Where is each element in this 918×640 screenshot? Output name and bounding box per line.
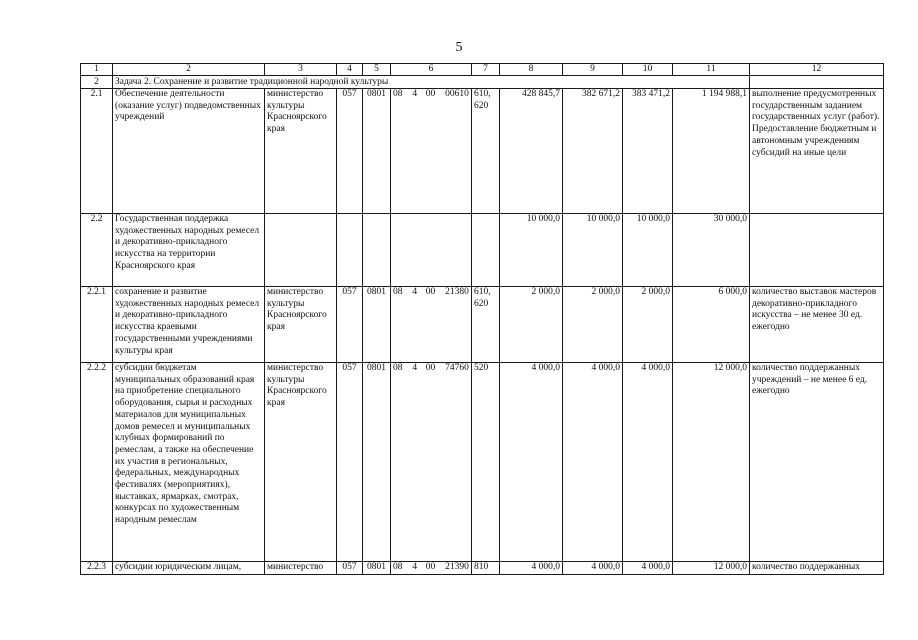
expected-result: количество поддержанных <box>750 562 884 575</box>
row-number: 2.2 <box>81 214 113 287</box>
code-part: 21390 <box>445 562 469 572</box>
code-expense-type: 610, 620 <box>472 287 500 363</box>
code-part: 4 <box>412 287 418 297</box>
column-header: 4 <box>337 64 363 76</box>
expected-result: количество выставок мастеров декоративно-прикладного искусства – не менее 30 ед. ежегодно <box>750 287 884 363</box>
code-part: 74760 <box>445 363 469 373</box>
amount-year2: 10 000,0 <box>563 214 623 287</box>
table-row <box>81 287 884 363</box>
amount-year2: 4 000,0 <box>563 562 623 575</box>
amount-year3: 10 000,0 <box>623 214 673 287</box>
page-number: 5 <box>455 40 463 55</box>
column-header: 2 <box>113 64 265 76</box>
task-title: Задача 2. Сохранение и развитие традиционной народной культуры <box>113 76 750 89</box>
amount-year2: 2 000,0 <box>563 287 623 363</box>
amount-total: 12 000,0 <box>673 363 750 562</box>
amount-year1: 2 000,0 <box>500 287 563 363</box>
row-number: 2.1 <box>81 89 113 214</box>
column-header: 9 <box>563 64 623 76</box>
column-header: 11 <box>673 64 750 76</box>
column-header: 8 <box>500 64 563 76</box>
code-target <box>391 214 472 287</box>
amount-year1: 4 000,0 <box>500 562 563 575</box>
code-part: 00 <box>425 287 436 297</box>
code-target <box>391 363 472 562</box>
table-row <box>81 89 884 214</box>
column-header: 6 <box>391 64 472 76</box>
code-part: 08 <box>393 89 403 99</box>
amount-year3: 4 000,0 <box>623 562 673 575</box>
code-expense-type: 520 <box>472 363 500 562</box>
administrator <box>265 214 337 287</box>
amount-year1: 4 000,0 <box>500 363 563 562</box>
amount-year1: 10 000,0 <box>500 214 563 287</box>
code-section: 0801 <box>363 287 391 363</box>
column-header: 5 <box>363 64 391 76</box>
column-header: 10 <box>623 64 673 76</box>
activity-name: Обеспечение деятельности (оказание услуг) подведомственных учреждений <box>113 89 265 214</box>
code-target <box>391 287 472 363</box>
code-section <box>363 214 391 287</box>
code-ministry <box>337 214 363 287</box>
task-row <box>81 76 884 89</box>
code-part: 00610 <box>445 89 469 99</box>
code-section: 0801 <box>363 562 391 575</box>
table-row <box>81 214 884 287</box>
row-number: 2.2.3 <box>81 562 113 575</box>
code-ministry: 057 <box>337 363 363 562</box>
amount-total: 6 000,0 <box>673 287 750 363</box>
column-header: 12 <box>750 64 884 76</box>
code-target <box>391 562 472 575</box>
task-empty-cell <box>750 76 884 89</box>
code-part: 00 <box>425 89 436 99</box>
expected-result: выполнение предусмотренных государственным заданием государственных услуг (работ). Предоставление бюджетным и автономным учреждениям субсидий на иные цели <box>750 89 884 214</box>
code-part: 4 <box>412 89 418 99</box>
administrator: министерство культуры Красноярского края <box>265 287 337 363</box>
column-header: 3 <box>265 64 337 76</box>
amount-year3: 383 471,2 <box>623 89 673 214</box>
table-row <box>81 562 884 575</box>
code-part: 4 <box>412 363 418 373</box>
amount-year2: 382 671,2 <box>563 89 623 214</box>
expected-result: количество поддержанных учреждений – не менее 6 ед. ежегодно <box>750 363 884 562</box>
code-part: 08 <box>393 287 403 297</box>
code-target <box>391 89 472 214</box>
column-header: 7 <box>472 64 500 76</box>
amount-year3: 2 000,0 <box>623 287 673 363</box>
activity-name: субсидии бюджетам муниципальных образований края на приобретение специального оборудования, сырья и расходных материалов для муниципальных домов ремесел и муниципальных клубных формирований по ремеслам, а также на обеспечение их участия в региональных, федеральных, международных фестивалях (мероприятиях), выставках, ярмарках, смотрах, конкурсах по художественным народным ремеслам <box>113 363 265 562</box>
task-number: 2 <box>81 76 113 89</box>
row-number: 2.2.1 <box>81 287 113 363</box>
amount-year2: 4 000,0 <box>563 363 623 562</box>
code-ministry: 057 <box>337 89 363 214</box>
amount-year1: 428 845,7 <box>500 89 563 214</box>
code-part: 21380 <box>445 287 469 297</box>
activity-name: Государственная поддержка художественных народных ремесел и декоративно-прикладного искусства на территории Красноярского края <box>113 214 265 287</box>
activity-name: субсидии юридическим лицам, <box>113 562 265 575</box>
amount-total: 12 000,0 <box>673 562 750 575</box>
code-expense-type: 610, 620 <box>472 89 500 214</box>
column-header: 1 <box>81 64 113 76</box>
amount-total: 30 000,0 <box>673 214 750 287</box>
code-section: 0801 <box>363 363 391 562</box>
code-expense-type <box>472 214 500 287</box>
administrator: министерство культуры Красноярского края <box>265 363 337 562</box>
code-part: 08 <box>393 363 403 373</box>
code-ministry: 057 <box>337 562 363 575</box>
amount-year3: 4 000,0 <box>623 363 673 562</box>
code-expense-type: 810 <box>472 562 500 575</box>
code-ministry: 057 <box>337 287 363 363</box>
code-part: 08 <box>393 562 403 572</box>
expected-result <box>750 214 884 287</box>
code-part: 00 <box>425 363 436 373</box>
row-number: 2.2.2 <box>81 363 113 562</box>
program-table <box>80 63 884 575</box>
column-number-row <box>81 64 884 76</box>
code-section: 0801 <box>363 89 391 214</box>
activity-name: сохранение и развитие художественных народных ремесел и декоративно-прикладного искусства краевыми государственными учреждениями культуры края <box>113 287 265 363</box>
code-part: 00 <box>425 562 436 572</box>
administrator: министерство <box>265 562 337 575</box>
table-row <box>81 363 884 562</box>
amount-total: 1 194 988,1 <box>673 89 750 214</box>
administrator: министерство культуры Красноярского края <box>265 89 337 214</box>
code-part: 4 <box>412 562 418 572</box>
